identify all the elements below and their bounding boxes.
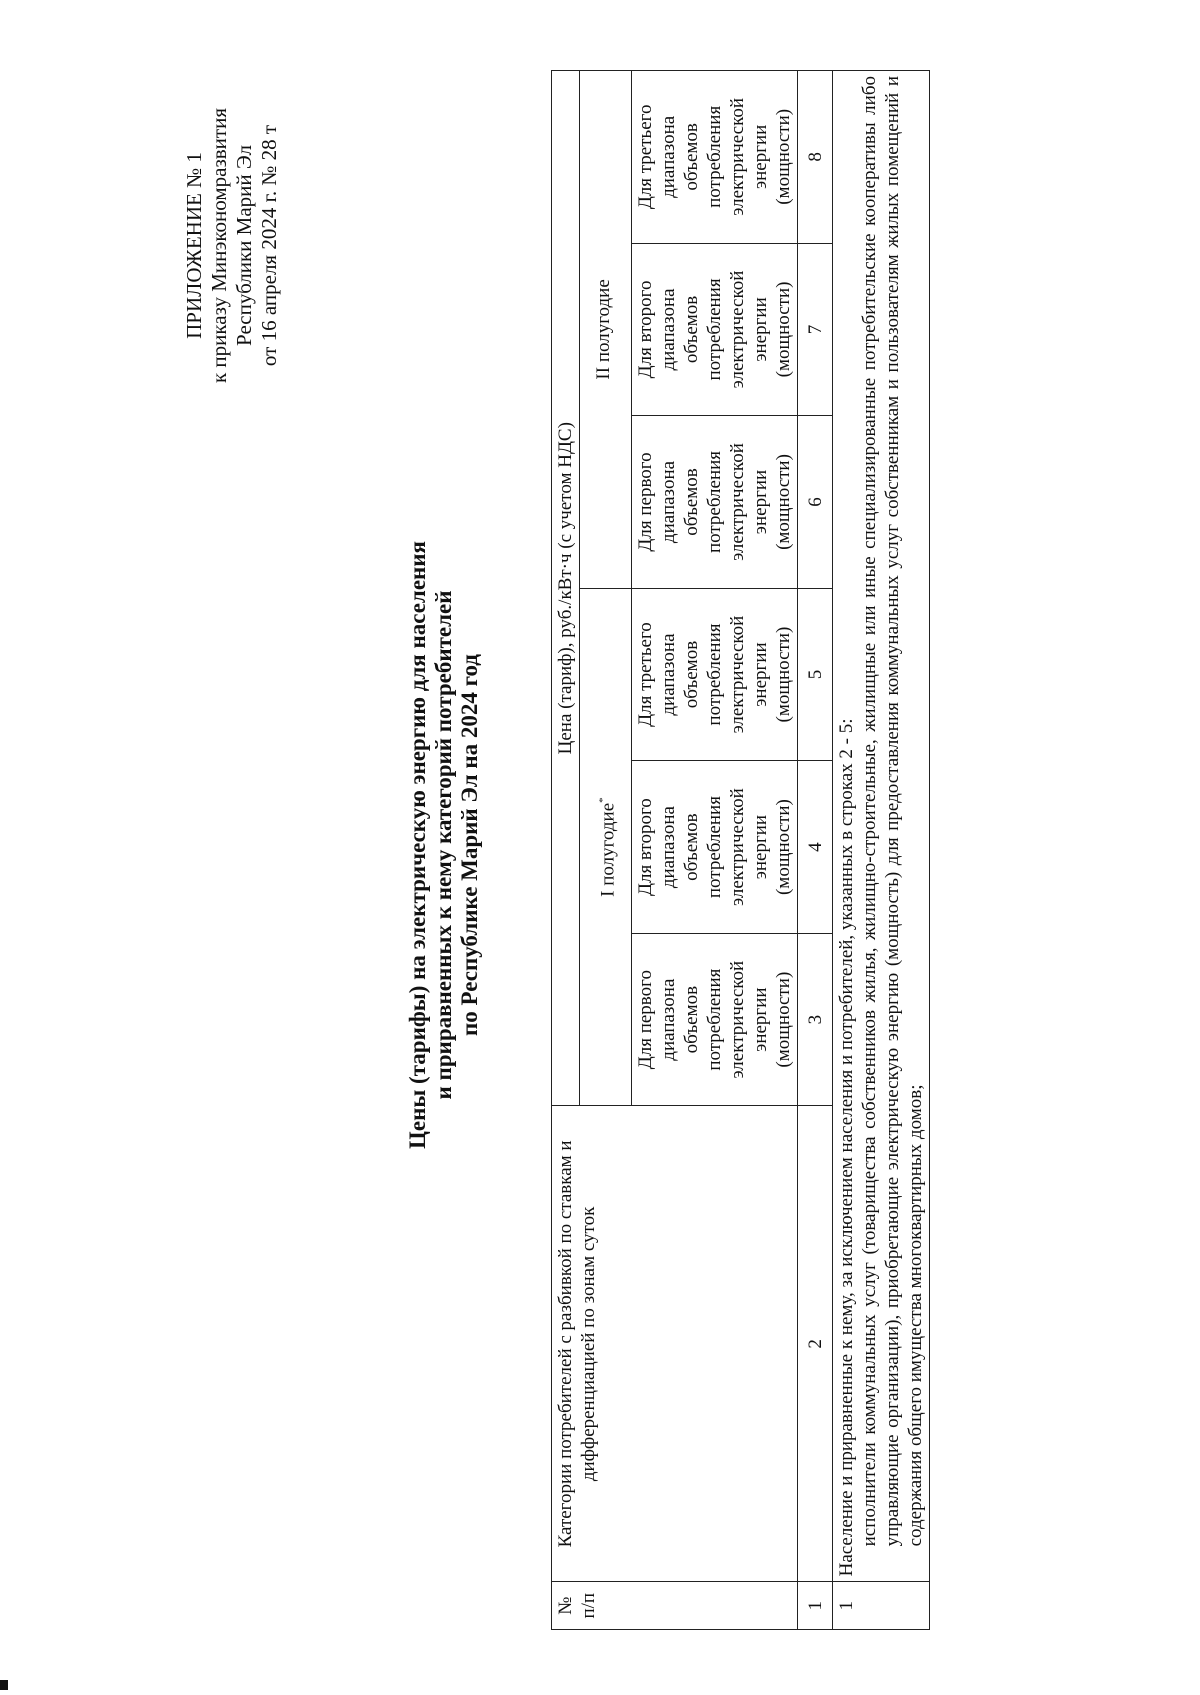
column-number-8: 8 [798, 71, 833, 244]
scan-edge-mark [0, 1680, 8, 1690]
tariff-table [551, 70, 930, 1630]
header-half-1: I полугодие* [580, 588, 632, 1106]
row-1-text: исполнители коммунальных услуг (товарищества собственников жилья, жилищно-строительные, жилищные или иные специализированные потребительские кооперативы либо управляющие организации), приобретающие электрическую энергию (мощность) для предоставления коммунальных услуг собственникам и пользователям жилых помещений и содержания общего имущества многоквартирных домов; [859, 76, 927, 1547]
header-h1-range-3: Для третьего диапазона объемов потребления электрической энергии (мощности) [632, 588, 798, 761]
row-1-description [833, 71, 930, 1582]
row-1-num: 1 [833, 1582, 930, 1630]
column-number-3: 3 [798, 933, 833, 1106]
header-h1-range-2: Для второго диапазона объемов потребления электрической энергии (мощности) [632, 761, 798, 934]
appendix-line-4: от 16 апреля 2024 г. № 28 т [257, 124, 281, 367]
title-line-3: по Республике Марий Эл на 2024 год [457, 654, 482, 1036]
header-num: № п/п [552, 1582, 798, 1630]
column-number-1: 1 [798, 1582, 833, 1630]
document-title [405, 30, 483, 1660]
title-line-1: Цены (тарифы) на электрическую энергию для населения [405, 541, 430, 1150]
column-number-row [798, 71, 833, 1630]
header-row-1 [552, 71, 580, 1630]
column-number-6: 6 [798, 416, 833, 589]
header-h1-range-1: Для первого диапазона объемов потребления электрической энергии (мощности) [632, 933, 798, 1106]
column-number-5: 5 [798, 588, 833, 761]
appendix-line-3: Республики Марий Эл [232, 145, 256, 346]
column-number-7: 7 [798, 243, 833, 416]
appendix-line-1: ПРИЛОЖЕНИЕ № 1 [182, 152, 206, 339]
header-h2-range-1: Для первого диапазона объемов потребления электрической энергии (мощности) [632, 416, 798, 589]
footnote-mark: * [597, 797, 609, 803]
appendix-block [182, 108, 282, 383]
header-h2-range-2: Для второго диапазона объемов потребления электрической энергии (мощности) [632, 243, 798, 416]
row-1-line-1: Население и приравненные к нему, за исключением населения и потребителей, указанных в строках 2 - 5: [836, 718, 858, 1577]
header-price: Цена (тариф), руб./кВт·ч (с учетом НДС) [552, 71, 580, 1106]
column-number-2: 2 [798, 1106, 833, 1582]
rotated-document-page [10, 30, 1150, 1660]
header-half-2: II полугодие [580, 71, 632, 589]
header-category: Категории потребителей с разбивкой по ставкам и дифференциацией по зонам суток [552, 1106, 798, 1582]
title-line-2: и приравненных к нему категорий потребителей [431, 590, 456, 1100]
column-number-4: 4 [798, 761, 833, 934]
table-row [833, 71, 930, 1630]
header-h2-range-3: Для третьего диапазона объемов потребления электрической энергии (мощности) [632, 71, 798, 244]
appendix-line-2: к приказу Минэкономразвития [207, 108, 231, 384]
